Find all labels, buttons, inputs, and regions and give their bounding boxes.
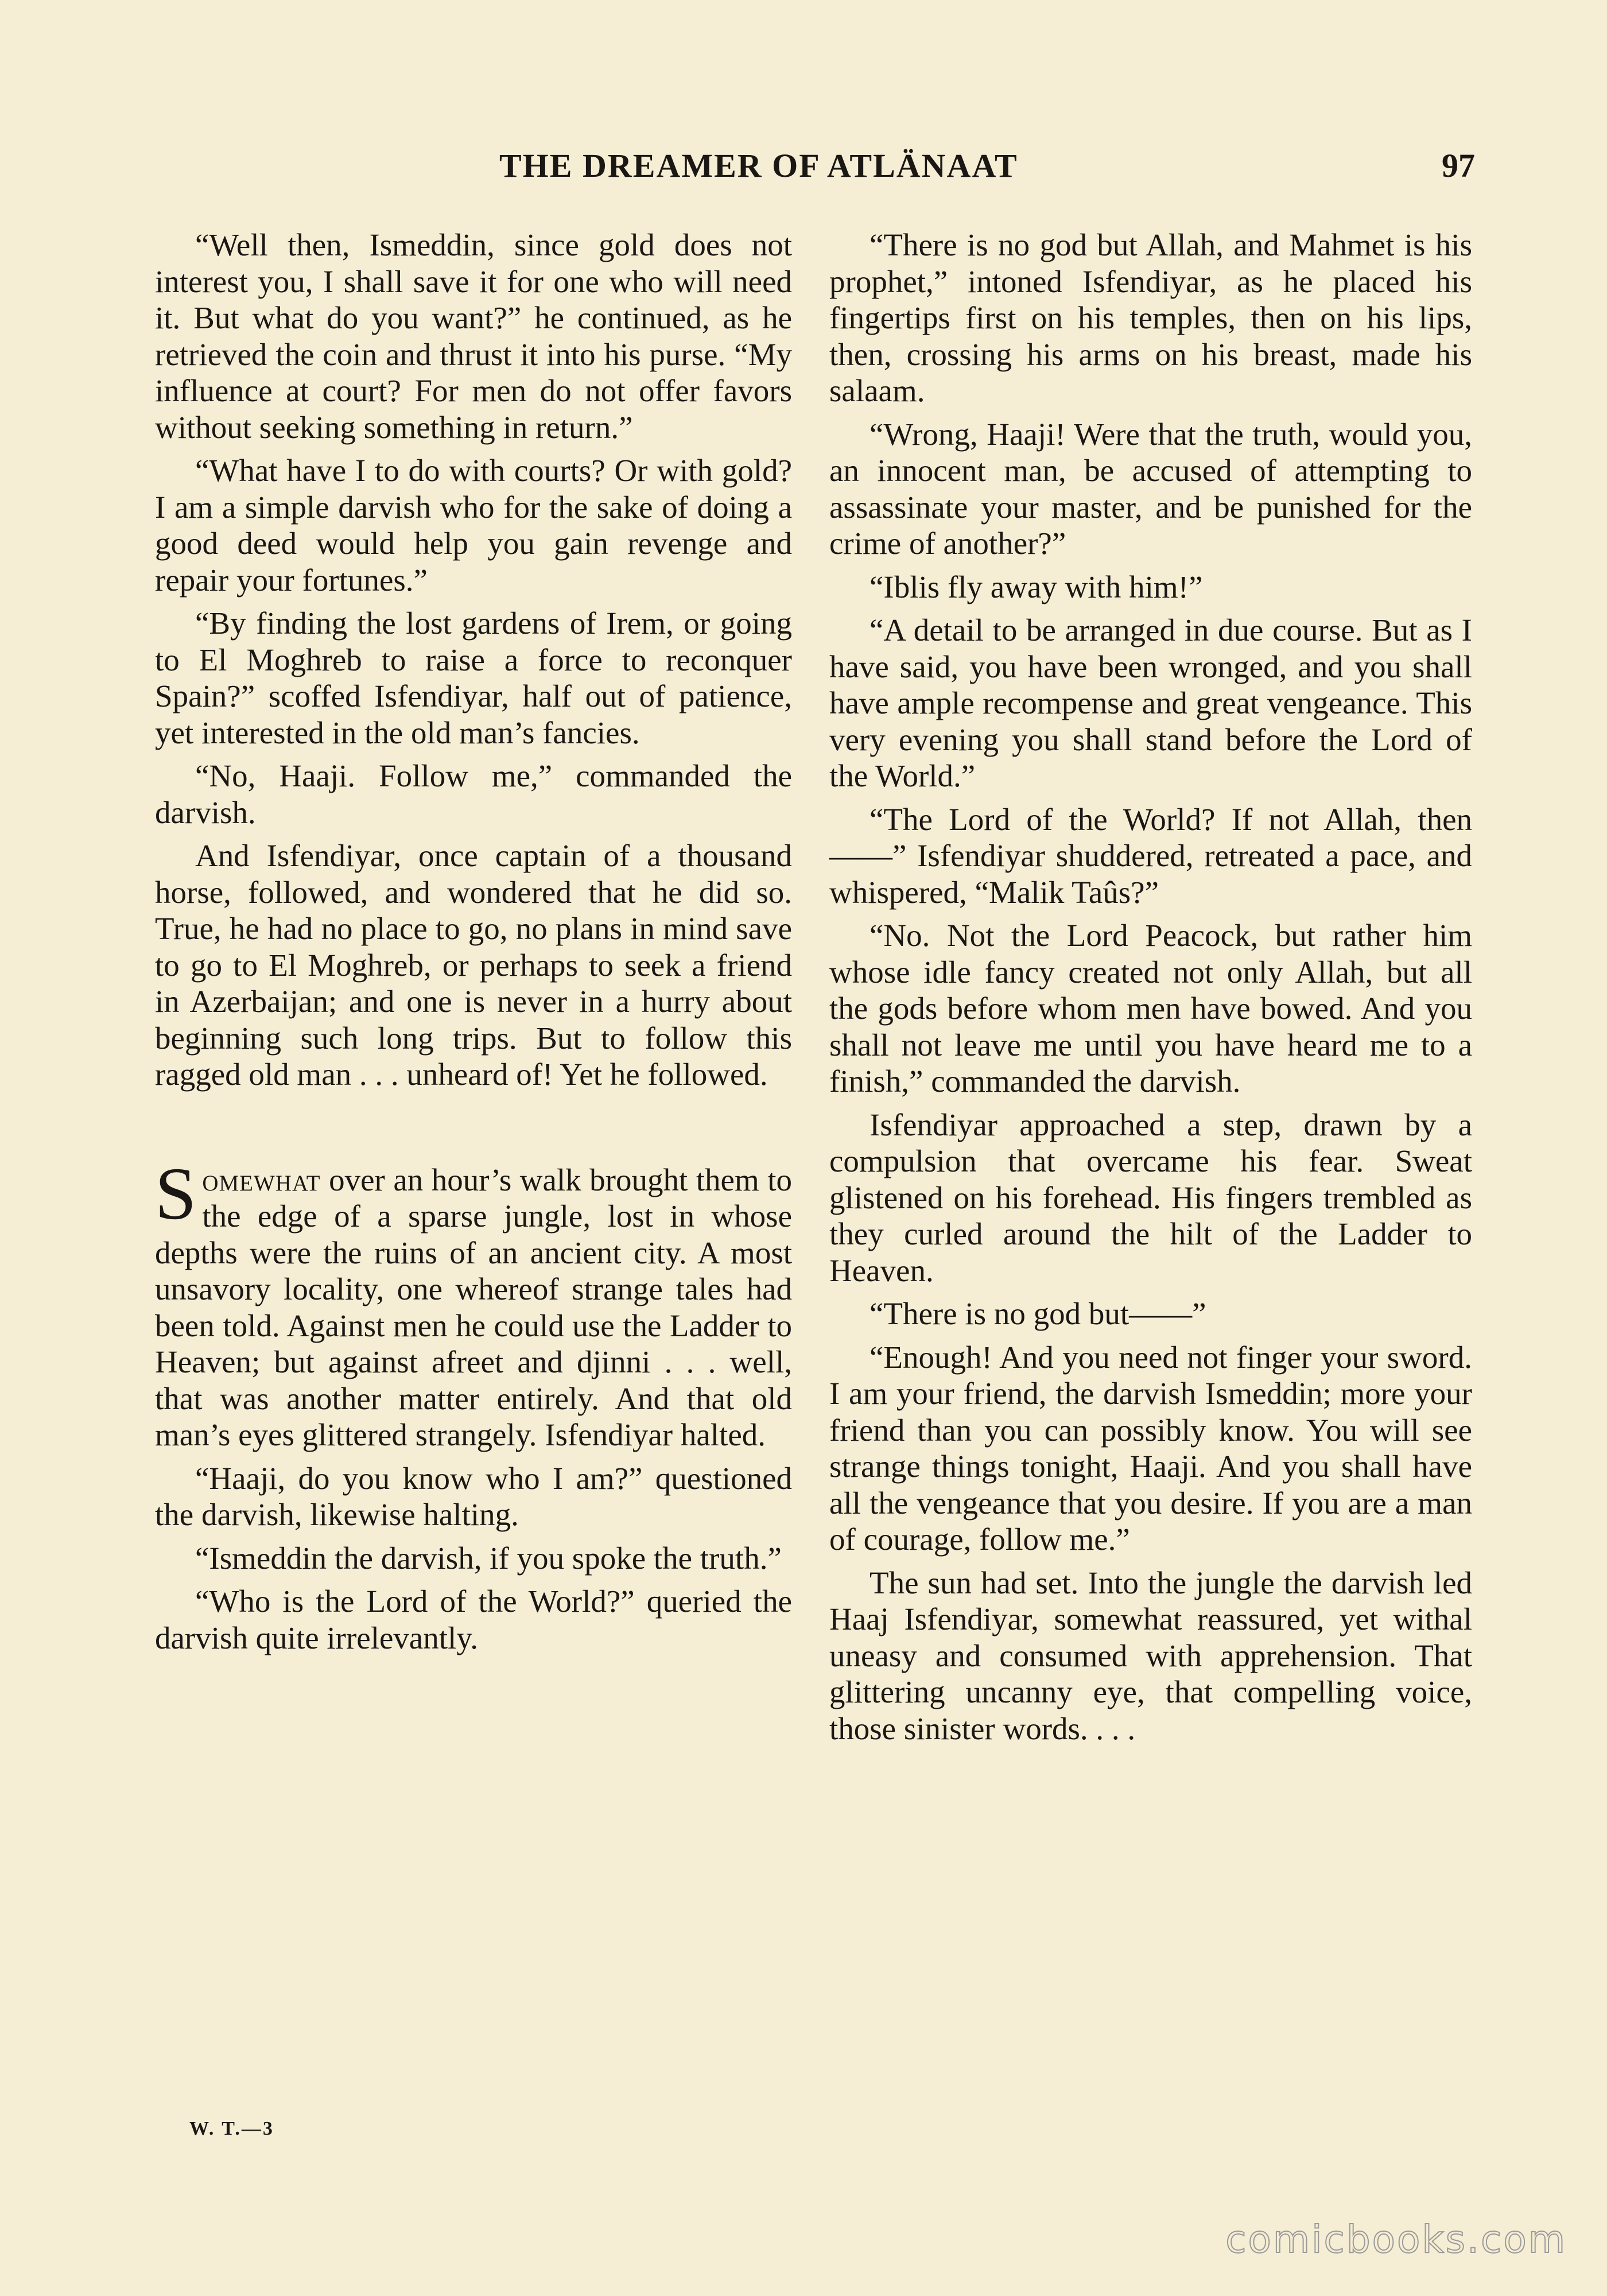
page-header	[499, 146, 1475, 192]
watermark: comicbooks.com	[1225, 2217, 1567, 2262]
paragraph: “What have I to do with courts? Or with gold? I am a simple darvish who for the sake of doing a good deed would help you gain revenge and repair your fortunes.”	[155, 453, 792, 598]
paragraph: “Enough! And you need not finger your sword. I am your friend, the darvish Ismeddin; more your friend than you can possibly know. You will see strange things tonight, Haaji. And you shall have all the vengeance that you desire. If you are a man of courage, follow me.”	[829, 1339, 1472, 1557]
paragraph: “Haaji, do you know who I am?” questioned the darvish, likewise halting.	[155, 1460, 792, 1532]
running-head: THE DREAMER OF ATLÄNAAT	[499, 147, 1018, 184]
paragraph: “Iblis fly away with him!”	[870, 569, 1203, 604]
paragraph: “There is no god but Allah, and Mahmet is his prophet,” intoned Isfendiyar, as he placed his fingertips first on his temples, then on his lips, then, crossing his arms on his breast, made his salaam.	[829, 227, 1472, 408]
signature-mark: W. T.—3	[189, 2118, 274, 2139]
paragraph: Isfendiyar approached a step, drawn by a compulsion that overcame his fear. Sweat glistened on his forehead. His fingers trembled as they curled around the hilt of the Ladder to Heaven.	[829, 1107, 1472, 1288]
right-column	[829, 227, 1472, 1754]
paragraph: “A detail to be arranged in due course. But as I have said, you have been wronged, and you shall have ample recompense and great vengeance. This very evening you shall stand before the Lord of the World.”	[829, 612, 1472, 793]
section-body: over an hour’s walk brought them to the edge of a sparse jungle, lost in whose depths were the ruins of an ancient city. A most unsavory locality, one whereof strange tales had been told. Against men he could use the Ladder to Heaven; but against afreet and djinni . . . well, that was another matter entirely. And that old man’s eyes glittered strangely. Isfendiyar halted.	[155, 1162, 792, 1452]
paragraph: “Well then, Ismeddin, since gold does not interest you, I shall save it for one who will need it. But what do you want?” he continued, as he retrieved the coin and thrust it into his purse. “My influence at court? For men do not offer favors without seeking something in return.”	[155, 227, 792, 445]
left-column	[155, 227, 792, 1663]
small-caps-lead: omewhat	[202, 1162, 321, 1197]
paragraph: “The Lord of the World? If not Allah, then——” Isfendiyar shuddered, retreated a pace, and whispered, “Malik Taûs?”	[829, 801, 1472, 910]
paragraph: The sun had set. Into the jungle the darvish led Haaj Isfendiyar, somewhat reassured, yet withal uneasy and consumed with apprehension. That glittering uncanny eye, that compelling voice, those sinister words. . . .	[829, 1565, 1472, 1746]
paragraph: “Ismeddin the darvish, if you spoke the truth.”	[195, 1540, 782, 1576]
paragraph: “By finding the lost gardens of Irem, or going to El Moghreb to raise a force to reconquer Spain?” scoffed Isfendiyar, half out of patience, yet interested in the old man’s fancies.	[155, 606, 792, 750]
paragraph: “There is no god but——”	[870, 1296, 1206, 1331]
paragraph: “Who is the Lord of the World?” queried the darvish quite irrelevantly.	[155, 1584, 792, 1655]
paragraph: “Wrong, Haaji! Were that the truth, would you, an innocent man, be accused of attempting to assassinate your master, and be punished for the crime of another?”	[829, 416, 1472, 561]
drop-cap: S	[155, 1152, 197, 1235]
page-number: 97	[1442, 147, 1475, 184]
paragraph: And Isfendiyar, once captain of a thousand horse, followed, and wondered that he did so. True, he had no place to go, no plans in mind save to go to El Moghreb, or perhaps to seek a friend in Azerbaijan; and one is never in a hurry about beginning such long trips. But to follow this ragged old man . . . unheard of! Yet he followed.	[155, 838, 792, 1092]
section-opening-paragraph	[155, 1152, 792, 1453]
paragraph: “No, Haaji. Follow me,” commanded the darvish.	[155, 758, 792, 830]
paragraph: “No. Not the Lord Peacock, but rather him whose idle fancy created not only Allah, but all the gods before whom men have bowed. And you shall not leave me until you have heard me to a finish,” commanded the darvish.	[829, 918, 1472, 1099]
